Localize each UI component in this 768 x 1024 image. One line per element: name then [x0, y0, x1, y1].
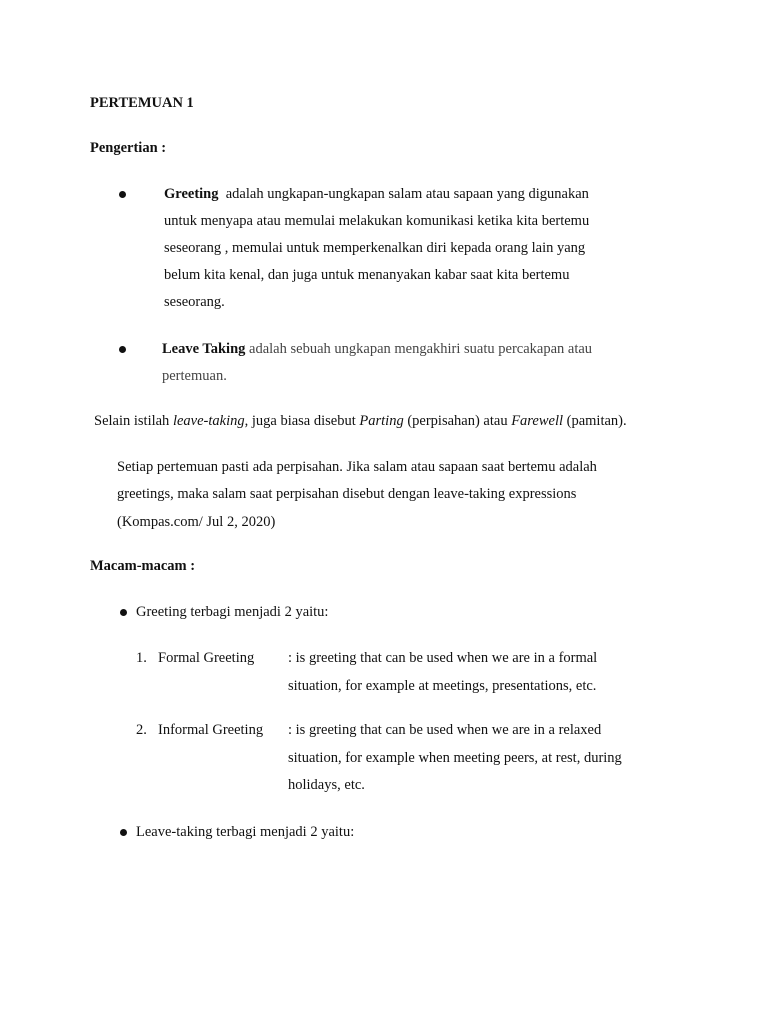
item-number: 1.: [136, 650, 147, 666]
term-parting: Parting: [359, 413, 404, 429]
bullet-icon: [120, 829, 127, 836]
item-number: 2.: [136, 722, 147, 738]
doc-heading: PERTEMUAN 1: [90, 95, 194, 111]
leave-taking-term: Leave Taking: [162, 341, 246, 357]
leave-taking-line-2: pertemuan.: [162, 368, 227, 384]
selain-text: Selain istilah: [94, 413, 173, 429]
quote-line-2: greetings, maka salam saat perpisahan disebut dengan leave-taking expressions: [117, 486, 577, 502]
selain-text: (pamitan).: [563, 413, 627, 429]
formal-greeting-def-1: : is greeting that can be used when we are in a formal: [288, 650, 598, 666]
greeting-line-4: belum kita kenal, dan juga untuk menanyakan kabar saat kita bertemu: [164, 267, 570, 283]
formal-greeting-def-2: situation, for example at meetings, presentations, etc.: [288, 678, 597, 694]
term-leave-taking: leave-taking: [172, 413, 245, 429]
formal-greeting-name: Formal Greeting: [158, 650, 255, 666]
bullet-icon: [119, 191, 126, 198]
informal-greeting-def-3: holidays, etc.: [288, 777, 365, 793]
selain-text: , juga biasa disebut: [244, 413, 360, 429]
leave-taking-line-1: [162, 340, 592, 358]
informal-greeting-name: Informal Greeting: [158, 722, 264, 738]
bullet-icon: [120, 609, 127, 616]
macam-label: Macam-macam :: [90, 558, 196, 574]
selain-paragraph: [94, 412, 627, 430]
quote-line-3: (Kompas.com/ Jul 2, 2020): [117, 514, 276, 530]
bullet-icon: [119, 346, 126, 353]
term-farewell: Farewell: [511, 413, 564, 429]
greeting-text: adalah ungkapan-ungkapan salam atau sapaan yang digunakan: [225, 186, 589, 202]
greeting-line-1: [164, 185, 589, 203]
greeting-term: Greeting: [164, 186, 219, 202]
greeting-line-5: seseorang.: [164, 294, 225, 310]
greeting-line-2: untuk menyapa atau memulai melakukan komunikasi ketika kita bertemu: [164, 213, 590, 229]
selain-text: (perpisahan) atau: [403, 413, 512, 429]
greeting-line-3: seseorang , memulai untuk memperkenalkan diri kepada orang lain yang: [164, 240, 586, 256]
informal-greeting-def-2: situation, for example when meeting peers, at rest, during: [288, 750, 622, 766]
leave-taking-text: adalah sebuah ungkapan mengakhiri suatu percakapan atau: [249, 341, 593, 357]
pengertian-label: Pengertian :: [90, 140, 167, 156]
greeting-types-intro: Greeting terbagi menjadi 2 yaitu:: [136, 604, 329, 620]
quote-line-1: Setiap pertemuan pasti ada perpisahan. Jika salam atau sapaan saat bertemu adalah: [117, 459, 597, 475]
informal-greeting-def-1: : is greeting that can be used when we are in a relaxed: [288, 722, 602, 738]
leave-taking-types-intro: Leave-taking terbagi menjadi 2 yaitu:: [136, 824, 355, 840]
